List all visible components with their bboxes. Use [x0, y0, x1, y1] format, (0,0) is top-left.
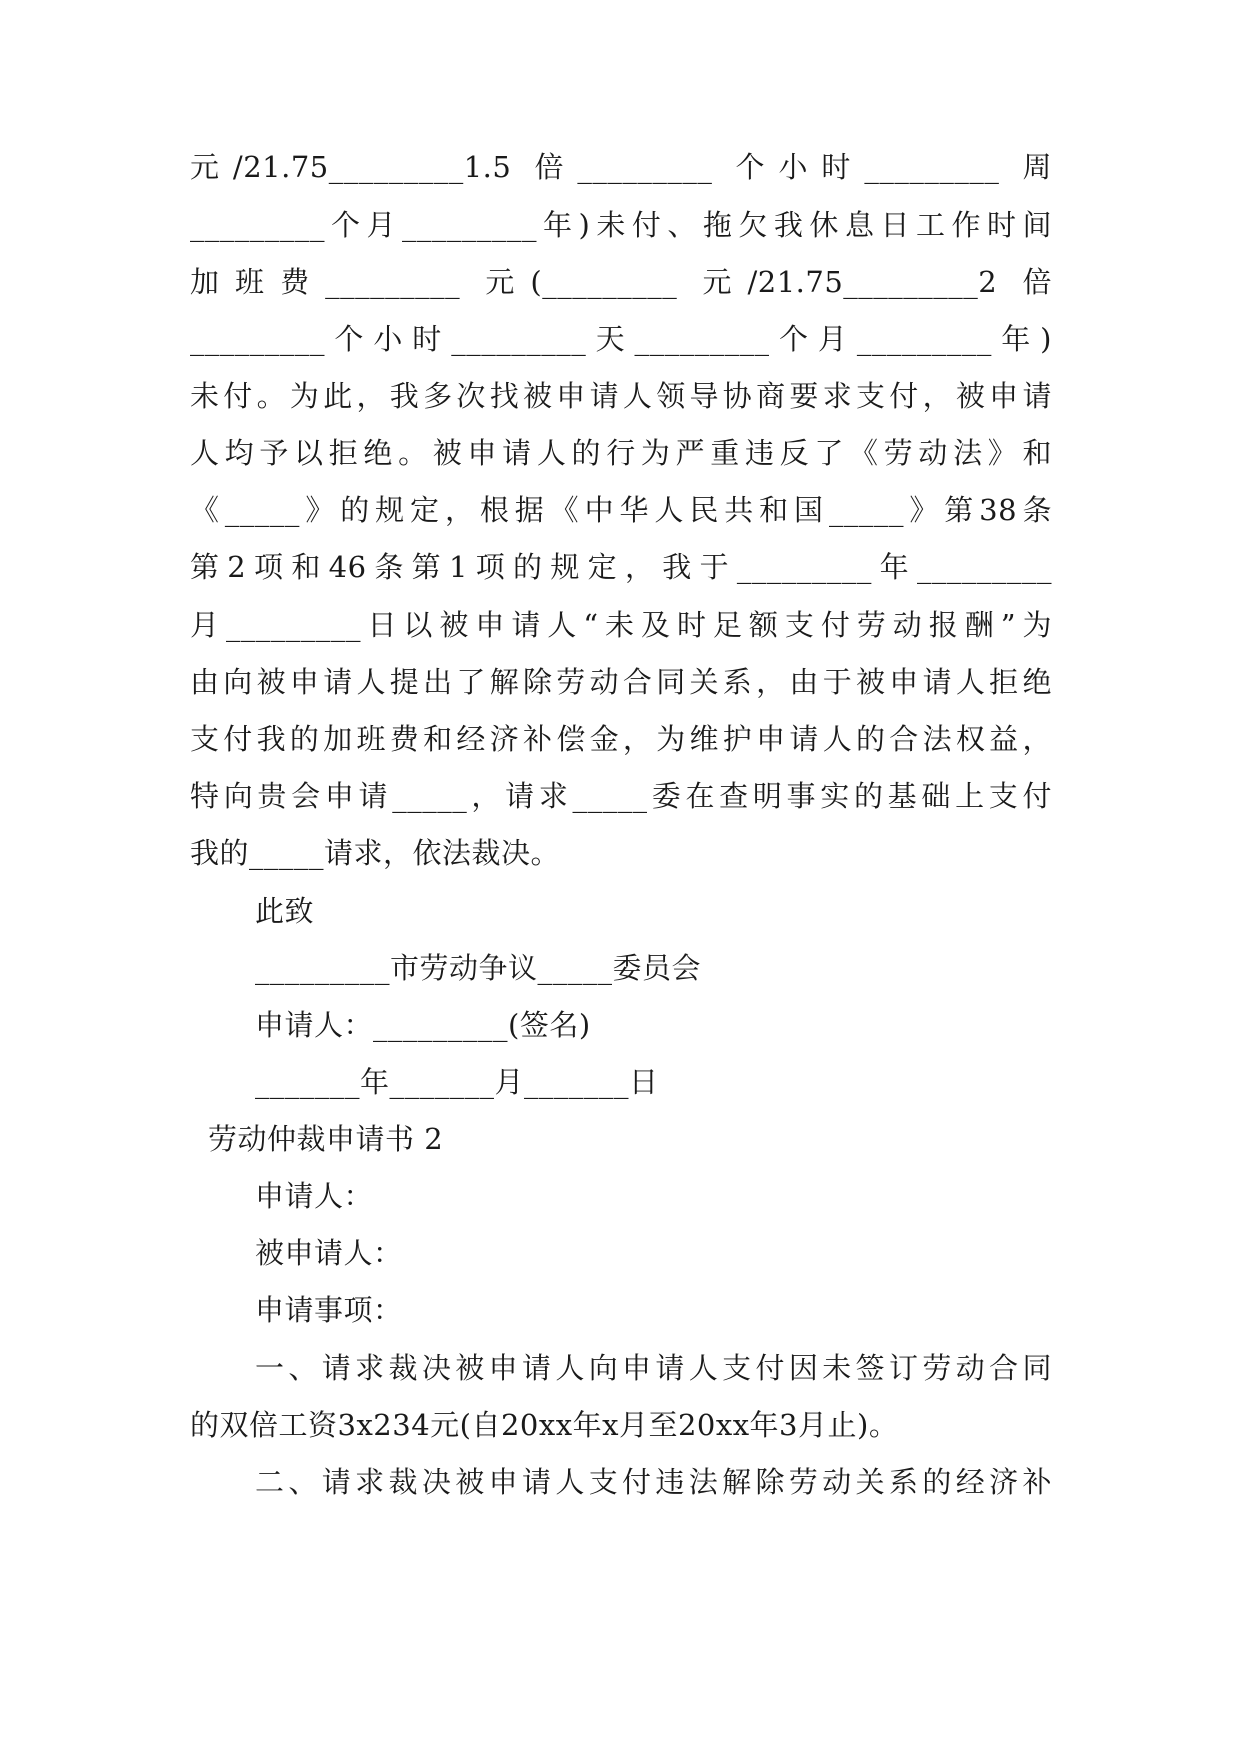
text-line: _________个月_________年)未付、拖欠我休息日工作时间: [190, 208, 1052, 242]
text-line: 被申请人：: [255, 1236, 403, 1270]
text-line: 申请人：: [255, 1179, 374, 1213]
text-line: 支付我的加班费和经济补偿金，为维护申请人的合法权益，: [190, 722, 1052, 756]
text-line: 人均予以拒绝。被申请人的行为严重违反了《劳动法》和: [190, 436, 1052, 470]
text-line: 此致: [255, 894, 315, 928]
text-line: 元/21.75_________1.5 倍_________ 个小时_________ 周: [190, 150, 1052, 184]
text-line: 未付。为此，我多次找被申请人领导协商要求支付，被申请: [190, 379, 1052, 413]
text-line: _________个小时_________天_________个月_________年): [190, 322, 1052, 356]
text-line: 月_________日以被申请人“未及时足额支付劳动报酬”为: [190, 608, 1052, 642]
text-line: _______年_______月_______日: [255, 1065, 659, 1099]
text-line: 申请事项：: [255, 1293, 403, 1327]
section-heading: 劳动仲裁申请书 2: [208, 1122, 444, 1156]
text-line: 二、请求裁决被申请人支付违法解除劳动关系的经济补: [255, 1465, 1052, 1499]
text-line: 特向贵会申请_____，请求_____委在查明事实的基础上支付: [190, 779, 1052, 813]
text-line: 第2项和46条第1项的规定，我于_________年_________: [190, 550, 1052, 584]
text-line: 我的_____请求，依法裁决。: [190, 836, 561, 870]
text-line: 的双倍工资3x234元(自20xx年x月至20xx年3月止)。: [190, 1408, 899, 1442]
text-line: _________市劳动争议_____委员会: [255, 951, 702, 985]
text-line: 由向被申请人提出了解除劳动合同关系，由于被申请人拒绝: [190, 665, 1052, 699]
text-line: 加班费_________ 元(_________ 元/21.75_________2 倍: [190, 265, 1052, 299]
text-line: 《_____》的规定，根据《中华人民共和国_____》第38条: [190, 493, 1052, 527]
text-line: 一、请求裁决被申请人向申请人支付因未签订劳动合同: [255, 1351, 1052, 1385]
text-line: 申请人：_________(签名): [255, 1008, 591, 1042]
